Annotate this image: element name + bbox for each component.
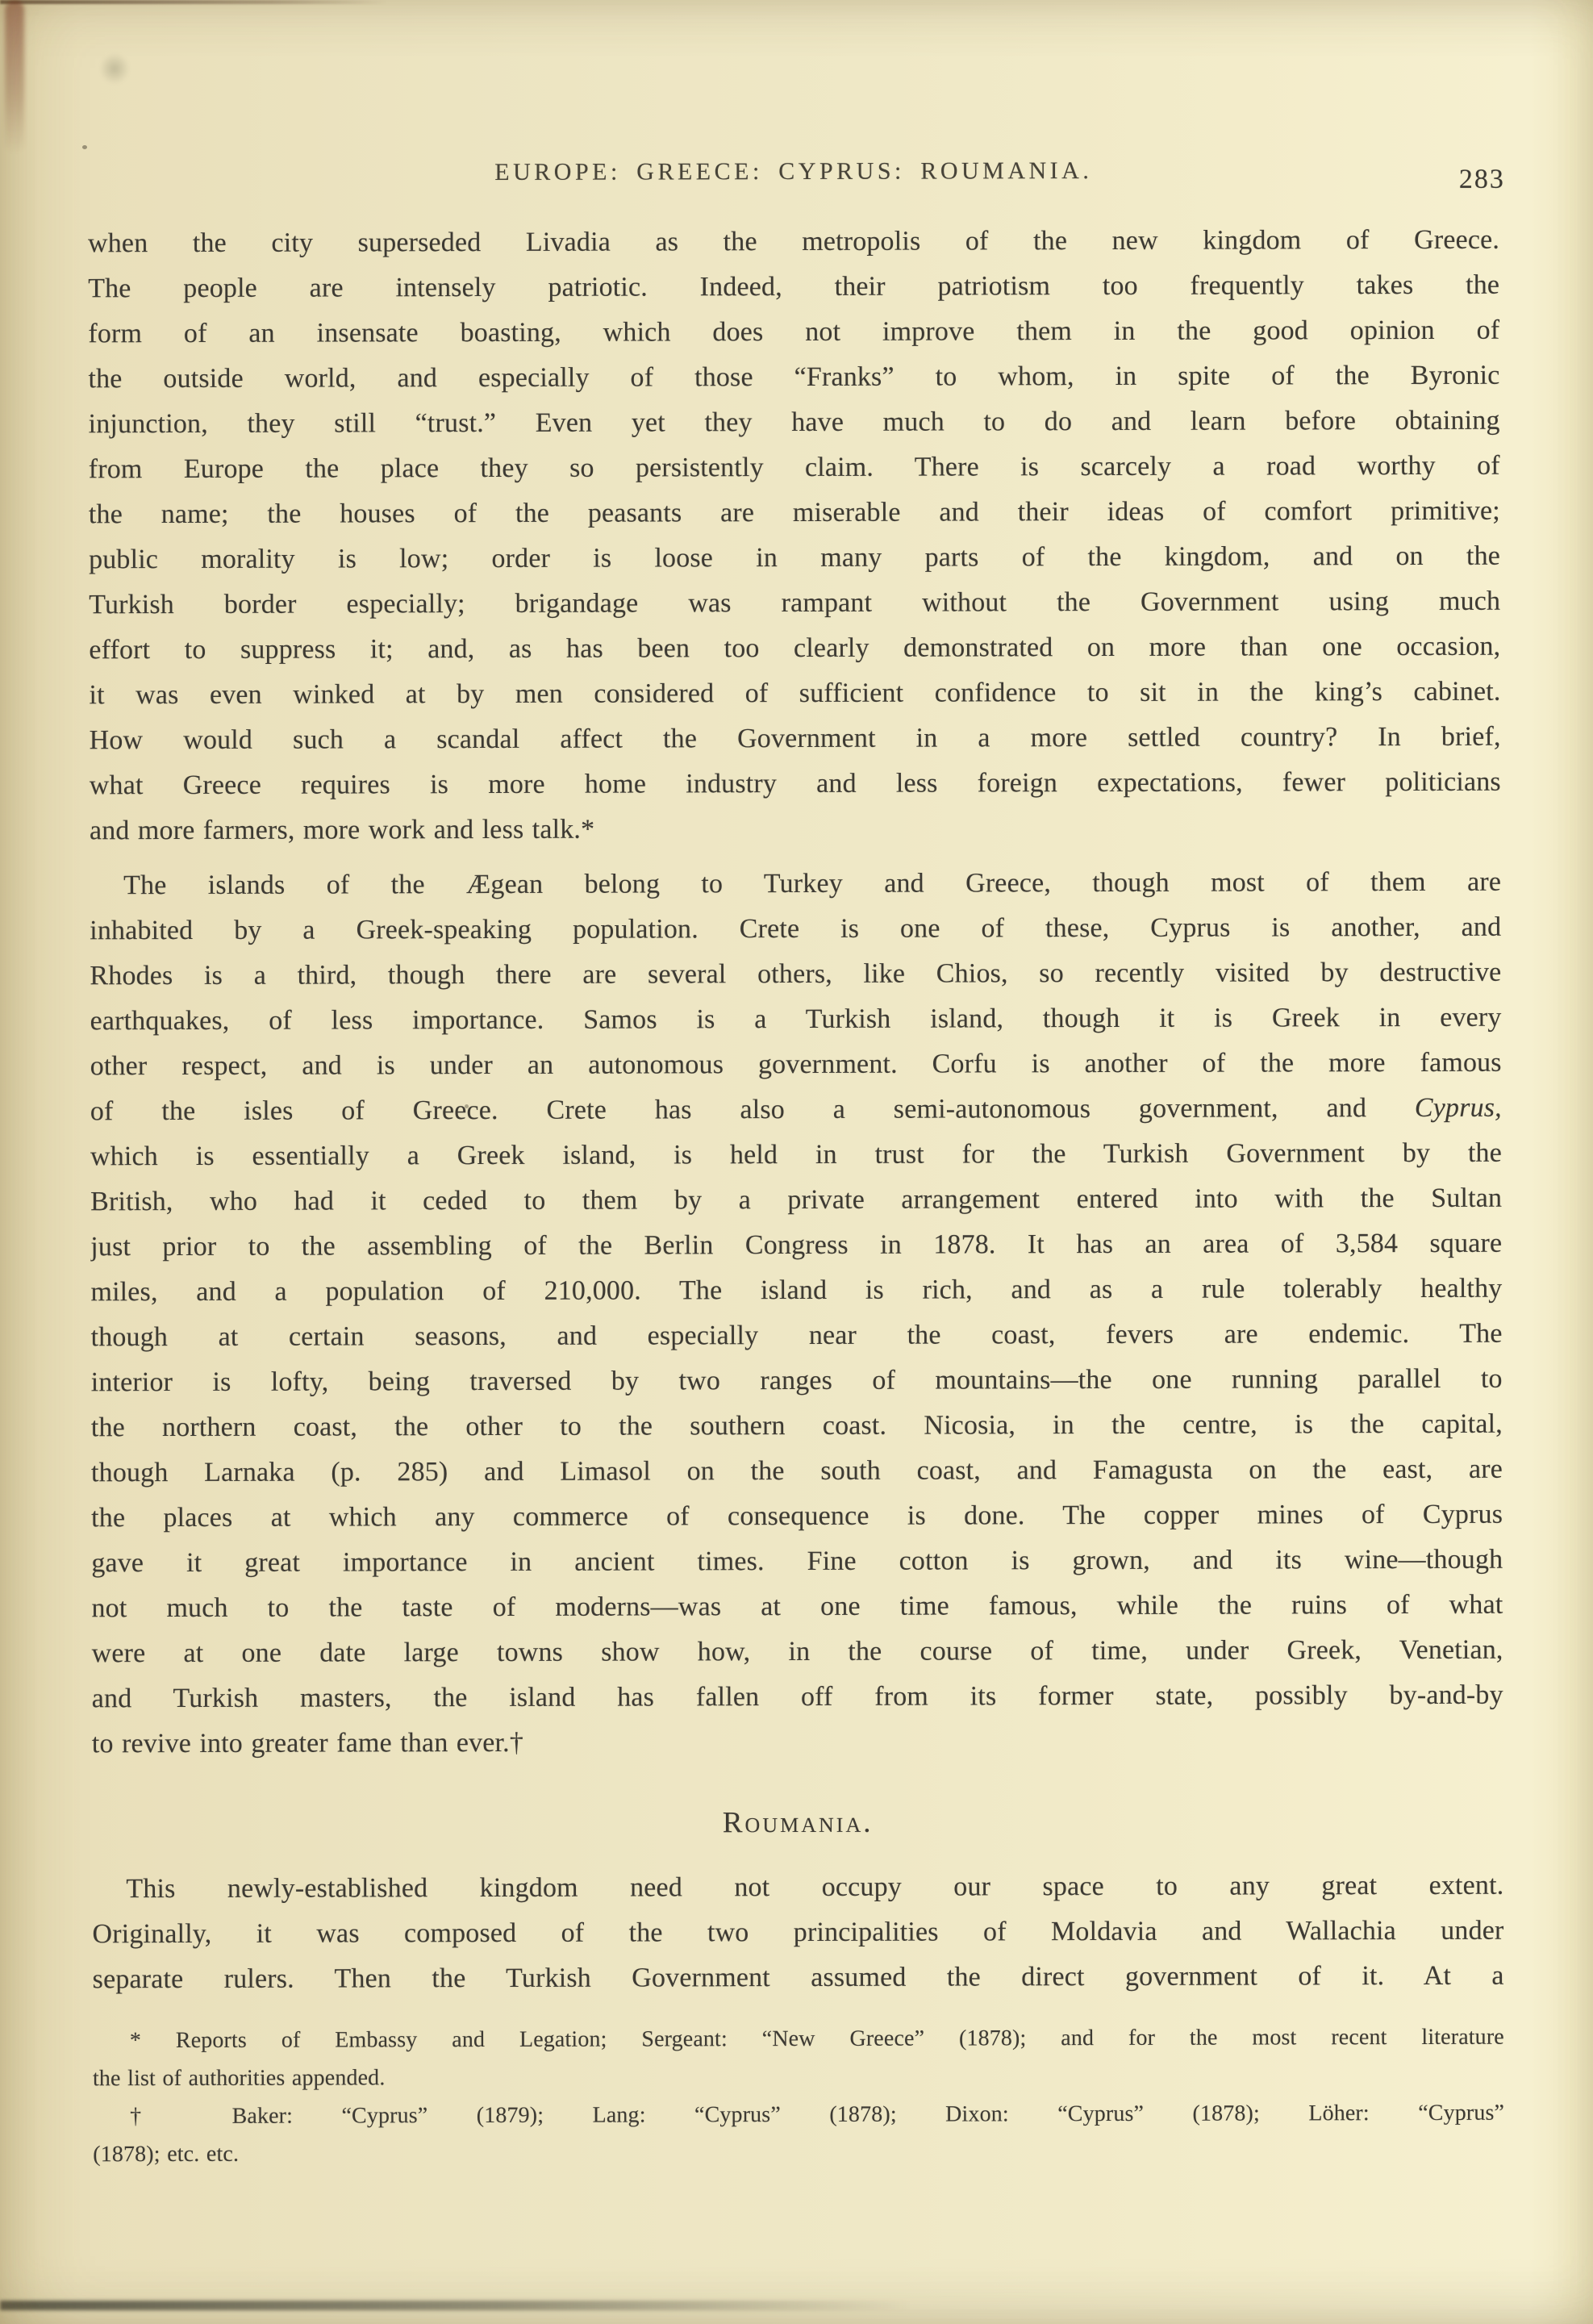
text-segment-italic: Cyprus, [1414,1092,1502,1123]
paragraph-roumania [92,1863,1503,2003]
text-line: the name; the houses of the peasants are miserable and their ideas of comfort primitive; [88,495,1500,530]
text-line: when the city superseded Livadia as the metropolis of the new kingdom of Greece. [87,224,1500,259]
text-line: the northern coast, the other to the southern coast. Nicosia, in the centre, is the capital, [90,1408,1503,1443]
text-line: The islands of the Ægean belong to Turkey and Greece, though most of them are [123,866,1502,901]
text-line: Originally, it was composed of the two principalities of Moldavia and Wallachia under [92,1915,1504,1950]
text-line: and Turkish masters, the island has fallen off from its former state, possibly by-and-by [91,1679,1503,1714]
text-line: to revive into greater fame than ever.† [91,1727,524,1759]
footnotes [93,2018,1504,2174]
text-line: effort to suppress it; and, as has been too clearly demonstrated on more than one occasion, [89,631,1501,665]
text-line: other respect, and is under an autonomous government. Corfu is another of the more famous [90,1047,1502,1082]
text-line: This newly-established kingdom need not occupy our space to any great extent. [126,1870,1504,1905]
text-line: it was even winked at by men considered of sufficient confidence to sit in the king’s cabinet. [89,676,1501,711]
text-line: though at certain seasons, and especially near the coast, fevers are endemic. The [90,1318,1503,1353]
section-heading-roumania: Roumania. [722,1805,874,1840]
text-line: British, who had it ceded to them by a private arrangement entered into with the Sultan [90,1183,1503,1217]
text-line: injunction, they still “trust.” Even yet they have much to do and learn before obtaining [88,405,1500,440]
paragraph-aegean-islands [90,860,1503,1767]
text-line: public morality is low; order is loose in many parts of the kingdom, and on the [88,540,1501,575]
text-line: were at one date large towns show how, in the course of time, under Greek, Venetian, [91,1634,1503,1669]
footnote-dagger-line: (1878); etc. etc. [93,2141,240,2168]
text-line: and more farmers, more work and less talk.* [89,814,595,846]
running-header: EUROPE: GREECE: CYPRUS: ROUMANIA. [494,157,1093,186]
text-line: Rhodes is a third, though there are several others, like Chios, so recently visited by destructive [90,957,1502,991]
page-number: 283 [1458,164,1505,194]
text-segment: of the isles of Greece. Crete has also a semi-autonomous government, and [90,1092,1415,1127]
text-line: inhabited by a Greek-speaking population. Crete is one of these, Cyprus is another, and [90,912,1502,946]
text-line: the outside world, and especially of those “Franks” to whom, in spite of the Byronic [88,360,1500,394]
text-line: the places at which any commerce of consequence is done. The copper mines of Cyprus [91,1499,1503,1533]
text-line: just prior to the assembling of the Berlin Congress in 1878. It has an area of 3,584 square [90,1228,1503,1262]
text-line: which is essentially a Greek island, is held in trust for the Turkish Government by the [90,1137,1503,1172]
text-line: though Larnaka (p. 285) and Limasol on the south coast, and Famagusta on the east, are [90,1454,1503,1488]
text-line: what Greece requires is more home industry and less foreign expectations, fewer politicians [89,766,1501,801]
footnote-asterisk-line: the list of authorities appended. [92,2065,386,2092]
footnote-dagger-line: † Baker: “Cyprus” (1879); Lang: “Cyprus” (1878); Dixon: “Cyprus” (1878); Löher: “Cyprus” [130,2100,1505,2130]
text-line: separate rulers. Then the Turkish Government assumed the direct government of it. At a [92,1960,1504,1995]
text-block [88,218,1504,2174]
paragraph-continuation [88,218,1501,854]
text-line: interior is lofty, being traversed by two ranges of mountains—the one running parallel to [90,1363,1503,1398]
text-line: earthquakes, of less importance. Samos is a Turkish island, though it is Greek in every [90,1002,1502,1037]
text-line: gave it great importance in ancient times. Fine cotton is grown, and its wine—though [91,1544,1503,1579]
text-line: miles, and a population of 210,000. The island is rich, and as a rule tolerably healthy [90,1273,1503,1308]
text-line: not much to the taste of moderns—was at one time famous, while the ruins of what [91,1589,1503,1624]
text-line: How would such a scandal affect the Government in a more settled country? In brief, [89,721,1501,756]
text-line: form of an insensate boasting, which does not improve them in the good opinion of [88,315,1500,349]
footnote-asterisk-line: * Reports of Embassy and Legation; Sergeant: “New Greece” (1878); and for the most recent literature [129,2024,1504,2054]
text-line: from Europe the place they so persistently claim. There is scarcely a road worthy of [88,450,1500,485]
text-line: The people are intensely patriotic. Indeed, their patriotism too frequently takes the [88,269,1500,304]
text-line: Turkish border especially; brigandage was rampant without the Government using much [89,586,1501,620]
text-line [90,1086,1502,1135]
